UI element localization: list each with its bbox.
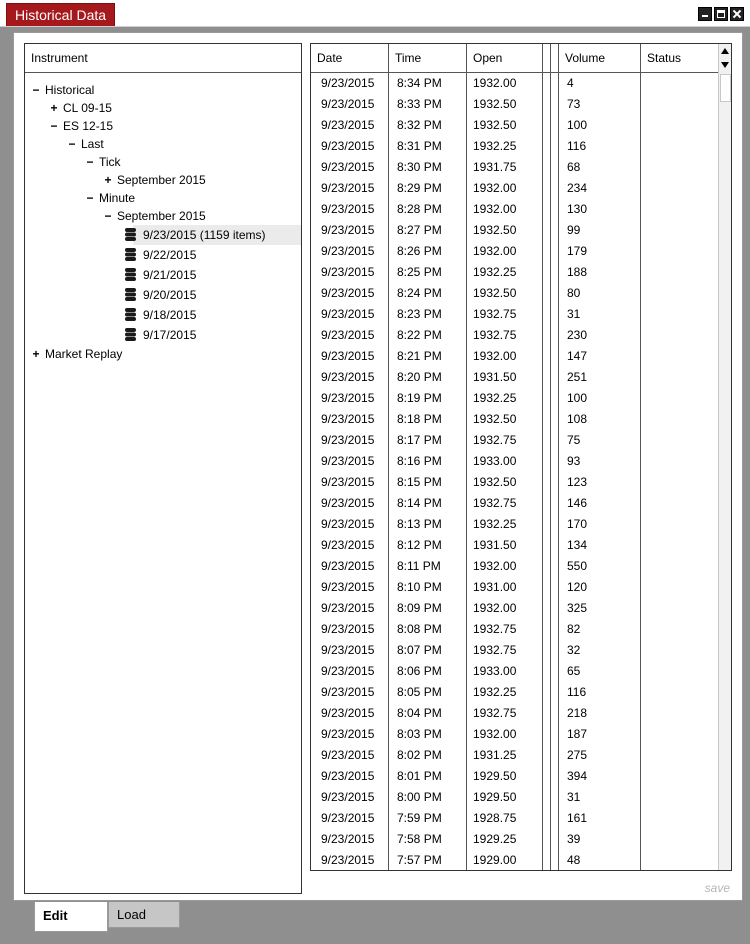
open-cell: 1932.25 <box>473 265 517 279</box>
table-row[interactable] <box>311 388 719 409</box>
collapse-icon[interactable]: − <box>32 83 40 97</box>
table-row[interactable] <box>311 430 719 451</box>
date-cell: 9/23/2015 <box>321 832 375 846</box>
scrollbar-thumb[interactable] <box>720 74 731 102</box>
column-header-col5[interactable] <box>551 44 559 72</box>
time-cell: 8:02 PM <box>397 748 442 762</box>
tree-node-label: 9/22/2015 <box>143 248 197 262</box>
date-cell: 9/23/2015 <box>321 307 375 321</box>
date-cell: 9/23/2015 <box>321 328 375 342</box>
date-cell: 9/23/2015 <box>321 370 375 384</box>
tree-node[interactable] <box>25 171 301 189</box>
open-cell: 1932.75 <box>473 622 517 636</box>
tree-node-label: 9/20/2015 <box>143 288 197 302</box>
open-cell: 1932.25 <box>473 391 517 405</box>
volume-cell: 179 <box>567 244 588 258</box>
table-row[interactable] <box>311 829 719 850</box>
database-icon <box>125 308 136 322</box>
date-cell: 9/23/2015 <box>321 97 375 111</box>
date-cell: 9/23/2015 <box>321 853 375 867</box>
open-cell: 1932.75 <box>473 307 517 321</box>
collapse-icon[interactable]: − <box>50 119 58 133</box>
time-cell: 8:06 PM <box>397 664 442 678</box>
open-cell: 1932.75 <box>473 706 517 720</box>
tree-node-label: Market Replay <box>45 347 123 361</box>
date-cell: 9/23/2015 <box>321 223 375 237</box>
time-cell: 8:27 PM <box>397 223 442 237</box>
time-cell: 8:01 PM <box>397 769 442 783</box>
scroll-down-arrow-icon[interactable] <box>721 62 729 68</box>
volume-cell: 100 <box>567 391 588 405</box>
expand-icon[interactable]: + <box>50 101 58 115</box>
time-cell: 8:24 PM <box>397 286 442 300</box>
column-header-col4[interactable] <box>543 44 551 72</box>
date-cell: 9/23/2015 <box>321 538 375 552</box>
table-row[interactable] <box>311 577 719 598</box>
minimize-button[interactable] <box>698 7 712 21</box>
open-cell: 1931.00 <box>473 580 517 594</box>
instrument-tree <box>25 73 301 363</box>
instrument-column-header[interactable]: Instrument <box>25 44 301 73</box>
time-cell: 8:34 PM <box>397 76 442 90</box>
table-row[interactable] <box>311 682 719 703</box>
column-header-status[interactable]: Status <box>641 44 719 72</box>
volume-cell: 31 <box>567 790 581 804</box>
date-cell: 9/23/2015 <box>321 202 375 216</box>
volume-cell: 31 <box>567 307 581 321</box>
collapse-icon[interactable]: − <box>104 209 112 223</box>
date-cell: 9/23/2015 <box>321 496 375 510</box>
date-cell: 9/23/2015 <box>321 601 375 615</box>
tree-node-label: 9/18/2015 <box>143 308 197 322</box>
tree-node-label: September 2015 <box>117 209 206 223</box>
date-cell: 9/23/2015 <box>321 181 375 195</box>
tree-item-date[interactable] <box>25 285 301 305</box>
time-cell: 8:28 PM <box>397 202 442 216</box>
save-button[interactable]: save <box>704 881 730 895</box>
database-icon <box>125 288 136 302</box>
time-cell: 8:22 PM <box>397 328 442 342</box>
column-header-time[interactable]: Time <box>389 44 467 72</box>
open-cell: 1928.75 <box>473 811 517 825</box>
volume-cell: 82 <box>567 622 581 636</box>
database-icon <box>125 248 136 262</box>
date-cell: 9/23/2015 <box>321 559 375 573</box>
close-button[interactable] <box>730 7 744 21</box>
table-row[interactable] <box>311 493 719 514</box>
time-cell: 8:29 PM <box>397 181 442 195</box>
date-cell: 9/23/2015 <box>321 412 375 426</box>
collapse-icon[interactable]: − <box>86 155 94 169</box>
open-cell: 1933.00 <box>473 454 517 468</box>
volume-cell: 100 <box>567 118 588 132</box>
tree-item-date[interactable] <box>25 225 301 245</box>
date-cell: 9/23/2015 <box>321 244 375 258</box>
volume-cell: 116 <box>567 139 587 153</box>
volume-cell: 48 <box>567 853 581 867</box>
date-cell: 9/23/2015 <box>321 391 375 405</box>
volume-cell: 93 <box>567 454 581 468</box>
open-cell: 1932.25 <box>473 517 517 531</box>
table-row[interactable] <box>311 472 719 493</box>
open-cell: 1932.00 <box>473 349 517 363</box>
table-row[interactable] <box>311 640 719 661</box>
open-cell: 1932.50 <box>473 475 517 489</box>
open-cell: 1932.25 <box>473 685 517 699</box>
table-row[interactable] <box>311 598 719 619</box>
date-cell: 9/23/2015 <box>321 160 375 174</box>
volume-cell: 550 <box>567 559 588 573</box>
date-cell: 9/23/2015 <box>321 286 375 300</box>
time-cell: 8:03 PM <box>397 727 442 741</box>
volume-cell: 80 <box>567 286 581 300</box>
time-cell: 8:04 PM <box>397 706 442 720</box>
time-cell: 8:13 PM <box>397 517 442 531</box>
tab-edit[interactable]: Edit <box>34 902 108 932</box>
open-cell: 1931.25 <box>473 748 517 762</box>
table-row[interactable] <box>311 241 719 262</box>
open-cell: 1931.50 <box>473 538 517 552</box>
volume-cell: 39 <box>567 832 581 846</box>
tree-item-date[interactable] <box>25 305 301 325</box>
date-cell: 9/23/2015 <box>321 622 375 636</box>
volume-cell: 251 <box>567 370 588 384</box>
tree-node[interactable] <box>25 153 301 171</box>
tree-node-label: September 2015 <box>117 173 206 187</box>
time-cell: 8:30 PM <box>397 160 442 174</box>
time-cell: 8:00 PM <box>397 790 442 804</box>
date-cell: 9/23/2015 <box>321 643 375 657</box>
time-cell: 8:12 PM <box>397 538 442 552</box>
tree-node-label: 9/17/2015 <box>143 328 197 342</box>
tree-item-date[interactable] <box>25 325 301 345</box>
tree-item-date[interactable] <box>25 265 301 285</box>
open-cell: 1932.00 <box>473 181 517 195</box>
table-row[interactable] <box>311 451 719 472</box>
table-row[interactable] <box>311 514 719 535</box>
date-cell: 9/23/2015 <box>321 706 375 720</box>
open-cell: 1932.50 <box>473 97 517 111</box>
window-title[interactable]: Historical Data <box>6 3 115 26</box>
table-row[interactable] <box>311 724 719 745</box>
table-row[interactable] <box>311 199 719 220</box>
date-cell: 9/23/2015 <box>321 265 375 279</box>
collapse-icon[interactable]: − <box>68 137 76 151</box>
table-row[interactable] <box>311 409 719 430</box>
time-cell: 8:07 PM <box>397 643 442 657</box>
database-icon <box>125 228 136 242</box>
tree-node-label: Minute <box>99 191 136 205</box>
date-cell: 9/23/2015 <box>321 433 375 447</box>
tree-node[interactable] <box>25 207 301 225</box>
table-row[interactable] <box>311 703 719 724</box>
table-row[interactable] <box>311 556 719 577</box>
date-cell: 9/23/2015 <box>321 769 375 783</box>
volume-cell: 123 <box>567 475 588 489</box>
volume-cell: 188 <box>567 265 588 279</box>
table-row[interactable] <box>311 157 719 178</box>
time-cell: 7:58 PM <box>397 832 442 846</box>
table-row[interactable] <box>311 178 719 199</box>
volume-cell: 230 <box>567 328 588 342</box>
table-row[interactable] <box>311 787 719 808</box>
date-cell: 9/23/2015 <box>321 118 375 132</box>
tree-node-label: Tick <box>99 155 121 169</box>
time-cell: 8:20 PM <box>397 370 442 384</box>
open-cell: 1932.50 <box>473 223 517 237</box>
open-cell: 1932.75 <box>473 433 517 447</box>
time-cell: 8:11 PM <box>397 559 441 573</box>
time-cell: 8:21 PM <box>397 349 442 363</box>
title-bar <box>0 0 750 27</box>
volume-cell: 275 <box>567 748 588 762</box>
date-cell: 9/23/2015 <box>321 517 375 531</box>
time-cell: 8:23 PM <box>397 307 442 321</box>
table-row[interactable] <box>311 367 719 388</box>
time-cell: 8:31 PM <box>397 139 442 153</box>
instrument-tree-panel <box>24 43 302 894</box>
open-cell: 1929.50 <box>473 790 517 804</box>
time-cell: 8:32 PM <box>397 118 442 132</box>
table-row[interactable] <box>311 535 719 556</box>
open-cell: 1933.00 <box>473 664 517 678</box>
volume-cell: 234 <box>567 181 588 195</box>
table-row[interactable] <box>311 262 719 283</box>
column-header-date[interactable]: Date <box>311 44 389 72</box>
date-cell: 9/23/2015 <box>321 139 375 153</box>
open-cell: 1932.50 <box>473 412 517 426</box>
time-cell: 8:19 PM <box>397 391 442 405</box>
time-cell: 8:10 PM <box>397 580 442 594</box>
time-cell: 8:25 PM <box>397 265 442 279</box>
tree-node[interactable] <box>25 345 301 363</box>
volume-cell: 130 <box>567 202 588 216</box>
tree-node[interactable] <box>25 81 301 99</box>
open-cell: 1932.00 <box>473 727 517 741</box>
open-cell: 1932.75 <box>473 328 517 342</box>
volume-cell: 394 <box>567 769 588 783</box>
date-cell: 9/23/2015 <box>321 664 375 678</box>
table-row[interactable] <box>311 304 719 325</box>
grid-header <box>311 44 719 73</box>
volume-cell: 147 <box>567 349 588 363</box>
volume-cell: 73 <box>567 97 581 111</box>
table-row[interactable] <box>311 220 719 241</box>
open-cell: 1929.50 <box>473 769 517 783</box>
grid-body <box>311 73 719 871</box>
table-row[interactable] <box>311 850 719 871</box>
time-cell: 8:26 PM <box>397 244 442 258</box>
table-row[interactable] <box>311 808 719 829</box>
date-cell: 9/23/2015 <box>321 475 375 489</box>
table-row[interactable] <box>311 115 719 136</box>
database-icon <box>125 328 136 342</box>
maximize-button[interactable] <box>714 7 728 21</box>
date-cell: 9/23/2015 <box>321 748 375 762</box>
tree-node[interactable] <box>25 99 301 117</box>
open-cell: 1932.75 <box>473 643 517 657</box>
tree-node-label: ES 12-15 <box>63 119 114 133</box>
time-cell: 8:33 PM <box>397 97 442 111</box>
open-cell: 1929.25 <box>473 832 517 846</box>
date-cell: 9/23/2015 <box>321 811 375 825</box>
time-cell: 8:09 PM <box>397 601 442 615</box>
tree-item-date[interactable] <box>25 245 301 265</box>
volume-cell: 134 <box>567 538 588 552</box>
time-cell: 7:59 PM <box>397 811 442 825</box>
volume-cell: 116 <box>567 685 587 699</box>
open-cell: 1932.00 <box>473 559 517 573</box>
scroll-up-arrow-icon[interactable] <box>721 48 729 54</box>
volume-cell: 325 <box>567 601 588 615</box>
volume-cell: 75 <box>567 433 581 447</box>
time-cell: 8:08 PM <box>397 622 442 636</box>
table-row[interactable] <box>311 325 719 346</box>
table-row[interactable] <box>311 73 719 94</box>
open-cell: 1932.00 <box>473 244 517 258</box>
date-cell: 9/23/2015 <box>321 454 375 468</box>
volume-cell: 32 <box>567 643 581 657</box>
data-grid-panel <box>310 43 732 871</box>
time-cell: 8:18 PM <box>397 412 442 426</box>
table-row[interactable] <box>311 619 719 640</box>
tab-load[interactable]: Load <box>108 902 180 928</box>
table-row[interactable] <box>311 346 719 367</box>
date-cell: 9/23/2015 <box>321 790 375 804</box>
window-controls <box>698 7 744 21</box>
column-header-open[interactable]: Open <box>467 44 543 72</box>
open-cell: 1929.00 <box>473 853 517 867</box>
open-cell: 1932.25 <box>473 139 517 153</box>
tree-node-label: 9/21/2015 <box>143 268 197 282</box>
volume-cell: 65 <box>567 664 581 678</box>
column-header-volume[interactable]: Volume <box>559 44 641 72</box>
table-row[interactable] <box>311 766 719 787</box>
table-row[interactable] <box>311 661 719 682</box>
tree-node[interactable] <box>25 135 301 153</box>
time-cell: 8:15 PM <box>397 475 442 489</box>
date-cell: 9/23/2015 <box>321 580 375 594</box>
tree-node-label: Historical <box>45 83 95 97</box>
volume-cell: 108 <box>567 412 588 426</box>
collapse-icon[interactable]: − <box>86 191 94 205</box>
time-cell: 8:14 PM <box>397 496 442 510</box>
open-cell: 1932.50 <box>473 286 517 300</box>
open-cell: 1932.00 <box>473 202 517 216</box>
open-cell: 1932.00 <box>473 601 517 615</box>
open-cell: 1931.50 <box>473 370 517 384</box>
volume-cell: 218 <box>567 706 588 720</box>
open-cell: 1932.50 <box>473 118 517 132</box>
time-cell: 8:05 PM <box>397 685 442 699</box>
volume-cell: 146 <box>567 496 588 510</box>
volume-cell: 120 <box>567 580 588 594</box>
volume-cell: 161 <box>567 811 588 825</box>
table-row[interactable] <box>311 136 719 157</box>
database-icon <box>125 268 136 282</box>
date-cell: 9/23/2015 <box>321 76 375 90</box>
time-cell: 7:57 PM <box>397 853 442 867</box>
tree-node-label: 9/23/2015 (1159 items) <box>143 228 266 242</box>
tree-node[interactable] <box>25 189 301 207</box>
volume-cell: 187 <box>567 727 588 741</box>
volume-cell: 4 <box>567 76 574 90</box>
volume-cell: 99 <box>567 223 581 237</box>
tree-node-label: CL 09-15 <box>63 101 112 115</box>
expand-icon[interactable]: + <box>32 347 40 361</box>
vertical-scrollbar[interactable] <box>718 44 731 870</box>
main-content <box>13 32 743 901</box>
volume-cell: 170 <box>567 517 588 531</box>
table-row[interactable] <box>311 94 719 115</box>
volume-cell: 68 <box>567 160 581 174</box>
time-cell: 8:17 PM <box>397 433 442 447</box>
open-cell: 1931.75 <box>473 160 517 174</box>
expand-icon[interactable]: + <box>104 173 112 187</box>
date-cell: 9/23/2015 <box>321 685 375 699</box>
time-cell: 8:16 PM <box>397 454 442 468</box>
tree-node[interactable] <box>25 117 301 135</box>
table-row[interactable] <box>311 283 719 304</box>
tree-node-label: Last <box>81 137 104 151</box>
date-cell: 9/23/2015 <box>321 727 375 741</box>
open-cell: 1932.75 <box>473 496 517 510</box>
table-row[interactable] <box>311 745 719 766</box>
date-cell: 9/23/2015 <box>321 349 375 363</box>
open-cell: 1932.00 <box>473 76 517 90</box>
